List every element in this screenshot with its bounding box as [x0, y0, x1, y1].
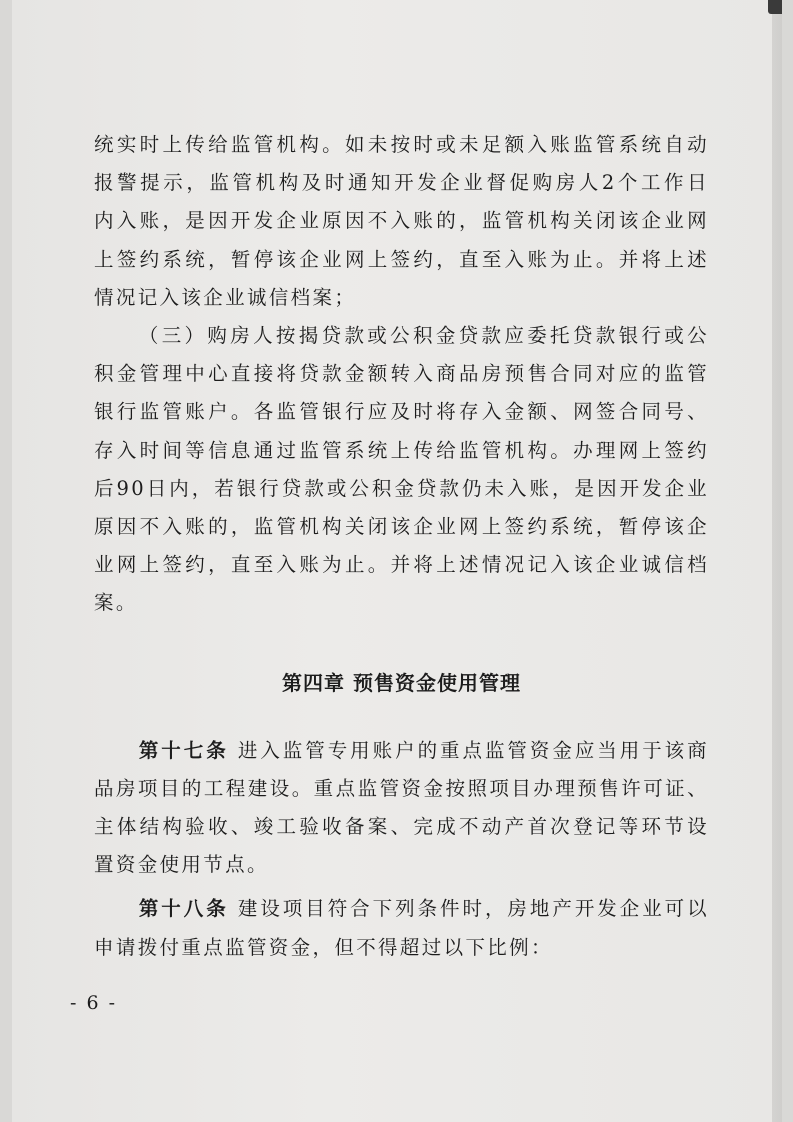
para1-line: 上签约系统，暂停该企业网上签约，直至入账为止。并将上述 — [94, 247, 709, 271]
para2-line: （三）购房人按揭贷款或公积金贷款应委托贷款银行或公 — [138, 324, 709, 348]
page-edge-shadow — [772, 0, 782, 1122]
para1-line: 内入账，是因开发企业原因不入账的，监管机构关闭该企业网 — [94, 209, 709, 233]
document-page — [12, 0, 782, 1122]
article-17-line-1 — [94, 732, 709, 770]
article-17-number: 第十七条 — [138, 738, 229, 762]
para2-line: 积金管理中心直接将贷款金额转入商品房预售合同对应的监管 — [94, 362, 709, 386]
page-number: - 6 - — [70, 992, 118, 1014]
article-18-line-1 — [94, 890, 709, 928]
para1-line: 情况记入该企业诚信档案； — [94, 285, 357, 309]
article-17-text: 进入监管专用账户的重点监管资金应当用于该商 — [228, 738, 709, 762]
page-corner-mark — [768, 0, 782, 14]
para2-line: 原因不入账的，监管机构关闭该企业网上签约系统，暂停该企 — [94, 515, 709, 539]
article-18-text: 建设项目符合下列条件时，房地产开发企业可以 — [228, 897, 709, 921]
para2-line: 后90日内，若银行贷款或公积金贷款仍未入账，是因开发企业 — [94, 476, 709, 500]
document-body — [94, 126, 709, 967]
para1-line: 报警提示，监管机构及时通知开发企业督促购房人2个工作日 — [94, 171, 709, 195]
article-18-line: 申请拨付重点监管资金，但不得超过以下比例： — [94, 935, 553, 959]
para1-line: 统实时上传给监管机构。如未按时或未足额入账监管系统自动 — [94, 133, 709, 156]
article-17-line: 品房项目的工程建设。重点监管资金按照项目办理预售许可证、 — [94, 776, 709, 800]
article-17-line: 置资金使用节点。 — [94, 853, 269, 877]
article-18-number: 第十八条 — [138, 897, 229, 921]
para2-line: 银行监管账户。各监管银行应及时将存入金额、网签合同号、 — [94, 400, 709, 424]
para2-line: 业网上签约，直至入账为止。并将上述情况记入该企业诚信档 — [94, 553, 709, 577]
para2-line: 存入时间等信息通过监管系统上传给监管机构。办理网上签约 — [94, 438, 709, 462]
para2-line: 案。 — [94, 591, 138, 615]
article-17-line: 主体结构验收、竣工验收备案、完成不动产首次登记等环节设 — [94, 815, 709, 839]
chapter-heading: 第四章 预售资金使用管理 — [282, 670, 521, 695]
